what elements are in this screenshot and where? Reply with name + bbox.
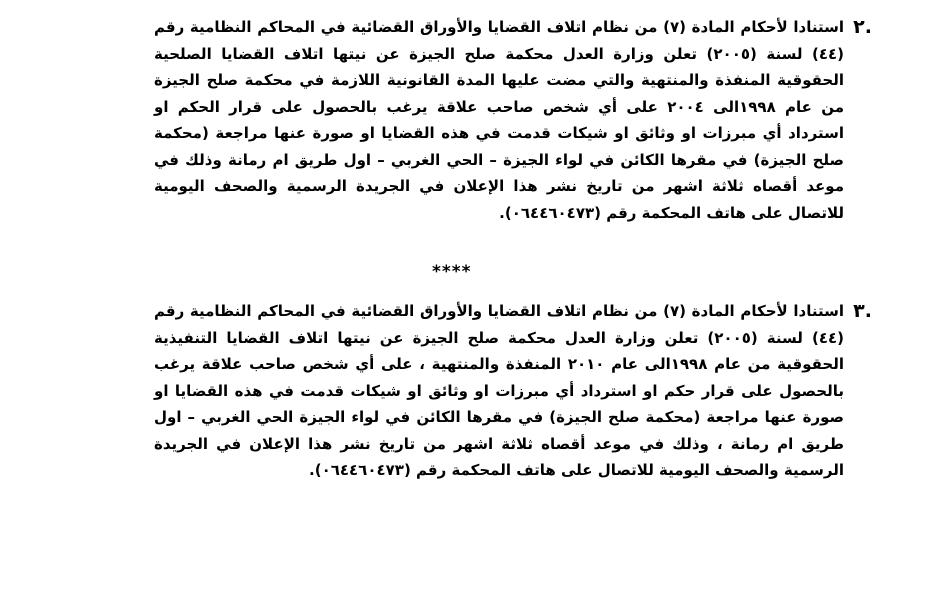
item-number: ٢. [853,16,872,38]
announcement-paragraph: استنادا لأحكام المادة (٧) من نظام اتلاف القضايا والأوراق القضائية في المحاكم النظامية رقم (٤٤) لسنة (٢٠٠٥) تعلن وزارة العدل محكمة صلح الجيزة عن نيتها اتلاف القضايا التنفيذية الحقوقية من عام ١٩٩٨الى عام ٢٠١٠ المنفذة والمنتهية ، على أي شخص صاحب علاقة يرغب بالحصول على قرار حكم او استرداد أي مبرزات او وثائق او شيكات قدمت في هذه القضايا او صورة عنها مراجعة (محكمة صلح الجيزة) في مقرها الكائن في لواء الجيزة الحي الغربي – اول طريق ام رمانة ، وذلك في موعد أقصاه ثلاثة اشهر من تاريخ نشر هذا الإعلان في الجريدة الرسمية والصحف اليومية للاتصال على هاتف المحكمة رقم (٠٦٤٤٦٠٤٧٣). [154,302,844,479]
announcement-item-3 [154,298,872,484]
item-number: ٣. [853,300,872,322]
announcement-item-2 [154,14,872,226]
section-separator: **** [432,262,472,282]
announcement-paragraph: استنادا لأحكام المادة (٧) من نظام اتلاف القضايا والأوراق القضائية في المحاكم النظامية رقم (٤٤) لسنة (٢٠٠٥) تعلن وزارة العدل محكمة صلح الجيزة عن نيتها اتلاف القضايا الصلحية الحقوقية المنفذة والمنتهية والتي مضت عليها المدة القانونية اللازمة في محكمة صلح الجيزة من عام ١٩٩٨الى ٢٠٠٤ على أي شخص صاحب علاقة يرغب بالحصول على قرار الحكم او استرداد أي مبرزات او وثائق او شيكات قدمت في هذه القضايا او صورة عنها مراجعة (محكمة صلح الجيزة) في مقرها الكائن في لواء الجيزة – الحي الغربي – اول طريق ام رمانة وذلك في موعد أقصاه ثلاثة اشهر من تاريخ نشر هذا الإعلان في الجريدة الرسمية والصحف اليومية للاتصال على هاتف المحكمة رقم (٠٦٤٤٦٠٤٧٣). [154,18,845,222]
